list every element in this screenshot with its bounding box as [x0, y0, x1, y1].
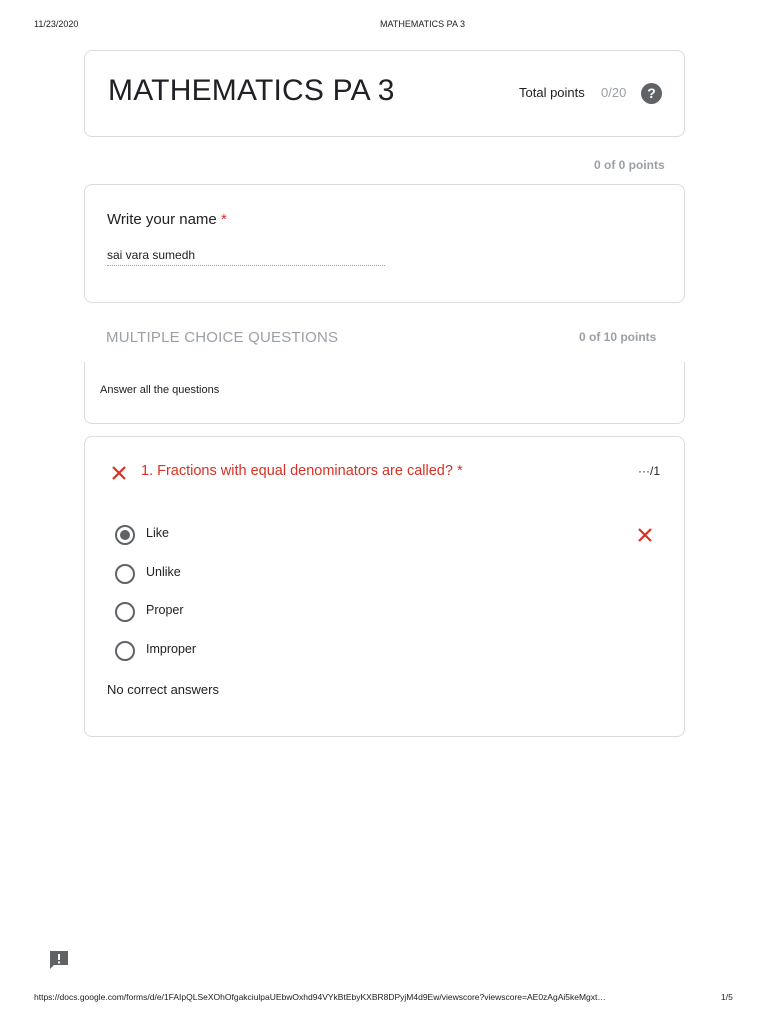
total-points-value: 0/20 — [601, 85, 627, 100]
question-title — [141, 463, 463, 479]
question-text: 1. Fractions with equal denominators are called? — [141, 463, 453, 479]
radio-button-selected[interactable] — [115, 525, 135, 545]
x-icon — [111, 465, 127, 481]
section-points: 0 of 0 points — [594, 158, 665, 172]
print-date: 11/23/2020 — [34, 19, 79, 29]
name-question-card — [84, 184, 685, 303]
section-description-card — [84, 362, 685, 424]
feedback-text: No correct answers — [107, 682, 219, 697]
footer-page-number: 1/5 — [721, 992, 733, 1002]
form-title: MATHEMATICS PA 3 — [108, 74, 395, 107]
help-icon[interactable]: ? — [641, 83, 662, 104]
name-question-text: Write your name — [107, 211, 217, 228]
form-header-card — [84, 50, 685, 137]
name-answer-field[interactable]: sai vara sumedh — [107, 248, 385, 266]
question-card — [84, 436, 685, 737]
incorrect-x-icon — [637, 527, 653, 543]
footer-url: https://docs.google.com/forms/d/e/1FAIpQLSeXOhOfgakciulpaUEbwOxhd94VYkBtEbyKXBR8DPyjM4d9Ew/viewscore?viewscore=AE0zAgAi5keMgxt… — [34, 992, 606, 1002]
print-title: MATHEMATICS PA 3 — [380, 19, 466, 29]
required-marker: * — [456, 463, 463, 479]
feedback-icon[interactable] — [49, 950, 69, 970]
option-label: Like — [146, 526, 169, 540]
section-title: MULTIPLE CHOICE QUESTIONS — [106, 329, 339, 346]
total-points-label: Total points — [519, 85, 585, 100]
option-label: Improper — [146, 642, 197, 656]
radio-button[interactable] — [115, 641, 135, 661]
radio-button[interactable] — [115, 602, 135, 622]
option-label: Unlike — [146, 565, 181, 579]
question-points: ···/1 — [638, 464, 660, 478]
section-description: Answer all the questions — [100, 384, 220, 396]
section-points-mcq: 0 of 10 points — [579, 330, 657, 344]
required-marker: * — [220, 211, 227, 228]
name-question-label — [107, 211, 227, 228]
radio-button[interactable] — [115, 564, 135, 584]
option-label: Proper — [146, 603, 184, 617]
